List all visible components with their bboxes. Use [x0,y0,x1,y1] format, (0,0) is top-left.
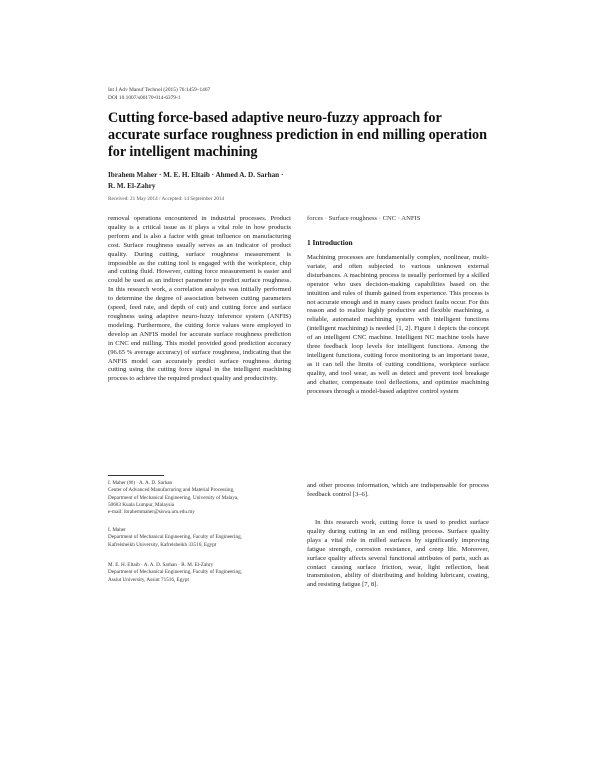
author-list [108,170,308,192]
footnote-1-line-2: Department of Mechanical Engineering, University of Malaya, [108,494,239,501]
footnote-3-line-1: Department of Mechanical Engineering, Faculty of Engineering, [108,569,242,576]
keywords: forces · Surface roughness · CNC · ANFIS [307,215,421,222]
footnote-1-line-3: 50603 Kuala Lumpur, Malaysia [108,501,175,508]
authors-line-1: Ibrahem Maher · M. E. H. Eltaib · Ahmed A. D. Sarhan · [108,171,284,179]
affiliation-footnote-2 [108,527,291,549]
footnote-1-names: I. Maher (✉) · A. A. D. Sarhan [108,480,173,486]
footnote-2-line-2: Kafrelsheikh University, Kafrelsheikh 33516, Egypt [108,541,217,548]
journal-header [108,86,210,102]
footnote-1-email[interactable]: e-mail: ibrahemmaher@siswa.um.edu.my [108,509,195,516]
intro-paragraph-2: and other process information, which are indispensable for process feedback control [3–6]. [307,482,489,498]
affiliation-footnote-1 [108,480,291,516]
footnote-1-line-1: Center of Advanced Manufacturing and Material Processing, [108,487,235,494]
paper-title: Cutting force-based adaptive neuro-fuzzy approach for accurate surface roughness prediction in end milling operation for intelligent machining [108,110,487,160]
footnote-3-names: M. E. H. Eltaib · A. A. D. Sarhan · R. M. El-Zahry [108,562,214,568]
doi: DOI 10.1007/s00170-014-6379-1 [108,95,181,101]
footnote-2-names: I. Maher [108,527,126,533]
footnote-3-line-2: Assiut University, Assiut 71516, Egypt [108,576,189,583]
abstract-text: removal operations encountered in industrial processes. Product quality is a critical issue as it plays a vital role in how products perform and is also a factor with great influence on manufacturing cost. Surface roughness usually serves as an indicator of product quality. During cutting, surface roughness measurement is impossible as the cutting tool is engaged with the workpiece, chip and cutting fluid. However, cutting force measurement is easier and could be used as an indirect parameter to predict surface roughness. In this research work, a correlation analysis was initially performed to determine the degree of association between cutting parameters (speed, feed rate, and depth of cut) and cutting force and surface roughness using adaptive neuro-fuzzy inference system (ANFIS) modeling. Furthermore, the cutting force values were employed to develop an ANFIS model for accurate surface roughness prediction in CNC end milling. This model provided good prediction accuracy (96.65 % average accuracy) of surface roughness, indicating that the ANFIS model can accurately predict surface roughness during cutting using the cutting force signal in the intelligent machining process to achieve the required product quality and productivity. [108,215,291,383]
received-dates: Received: 21 May 2014 / Accepted: 14 September 2014 [108,196,225,202]
footnote-2-line-1: Department of Mechanical Engineering, Faculty of Engineering, [108,534,242,541]
journal-citation: Int J Adv Manuf Technol (2015) 76:1459–1467 [108,87,211,93]
intro-paragraph-1: Machining processes are fundamentally complex, nonlinear, multi-variate, and often subjected to various unknown external disturbances. A machining process is usually performed by a skilled operator who uses decision-making capabilities based on the intuition and rules of thumb gained from experience. This process is not accurate enough and in many cases product faults occur. For this reason and to realize highly productive and flexible machining, a reliable, automated machining system with intelligent functions (intelligent machining) is needed [1, 2]. Figure 1 depicts the concept of an intelligent CNC machine. Intelligent NC machine tools have three feedback loop levels for intelligent functions. Among the intelligent functions, cutting force monitoring is an important issue, as it can tell the limits of cutting conditions, workpiece surface quality, and tool wear, as well as detect and prevent tool breakage and chatter, compensate tool deflections, and optimize machining processes through a model-based adaptive control system [307,254,489,395]
affiliation-footnote-3 [108,562,291,584]
section-heading-introduction: 1 Introduction [307,238,353,247]
intro-paragraph-3: In this research work, cutting force is used to predict surface quality during cutting in an end milling process. Surface quality plays a vital role in milled surfaces by significantly improving fatigue strength, corrosion resistance, and creep life. Moreover, surface quality affects several functional attributes of parts, such as contact causing surface friction, wear, light reflection, heat transmission, ability of distributing and holding lubricant, coating, and resisting fatigue [7, 8]. [307,519,489,589]
footnote-divider [108,475,164,476]
authors-line-2: R. M. El-Zahry [108,182,156,190]
